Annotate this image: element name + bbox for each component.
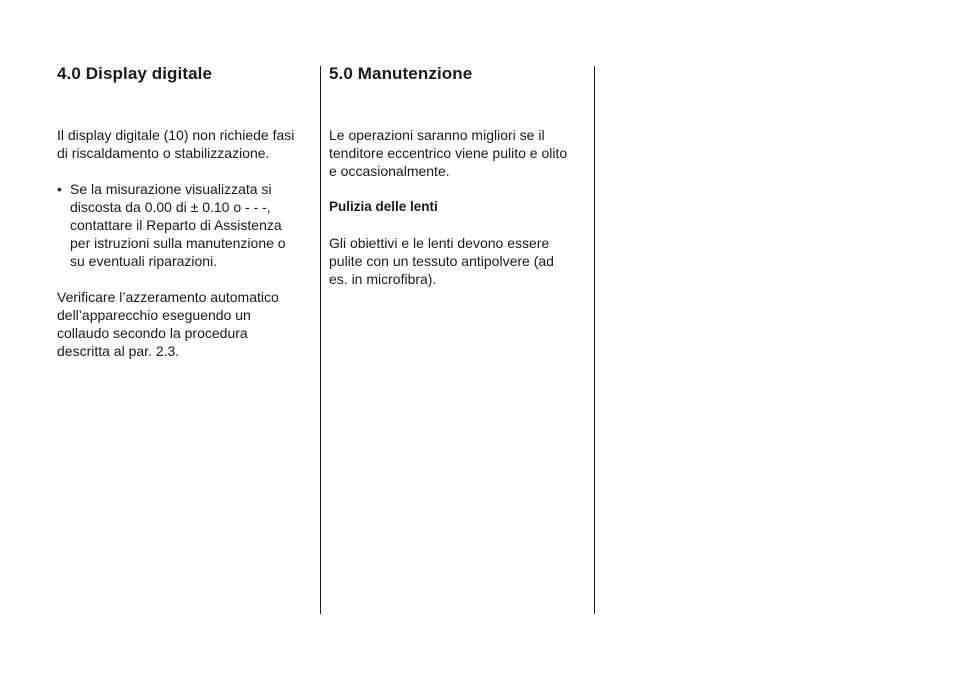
text-line: discosta da 0.00 di ± 0.10 o - - -, [70, 199, 271, 215]
text-line: Il display digitale (10) non richiede fasi [57, 127, 295, 143]
text-line: contattare il Reparto di Assistenza [70, 217, 282, 233]
text-line: dell’apparecchio eseguendo un [57, 307, 251, 323]
section-manutenzione [329, 64, 584, 288]
subheading-pulizia-lenti: Pulizia delle lenti [329, 199, 438, 214]
text-line: Se la misurazione visualizzata si [70, 181, 272, 197]
text-line: di riscaldamento o stabilizzazione. [57, 145, 270, 161]
column-divider-right [594, 66, 595, 614]
text-line: e occasionalmente. [329, 163, 450, 179]
maintenance-intro-paragraph [329, 126, 584, 180]
text-line: es. in microfibra). [329, 271, 437, 287]
text-line: collaudo secondo la procedura [57, 325, 248, 341]
text-line: tenditore eccentrico viene pulito e olito [329, 145, 568, 161]
text-line: Le operazioni saranno migliori se il [329, 127, 545, 143]
text-line: pulite con un tessuto antipolvere (ad [329, 253, 554, 269]
bullet-item-measurement [57, 180, 307, 270]
section-title-display-digitale: 4.0 Display digitale [57, 64, 213, 83]
text-line: Gli obiettivi e le lenti devono essere [329, 235, 550, 251]
text-line: Verificare l’azzeramento automatico [57, 289, 279, 305]
bullet-icon: • [57, 181, 62, 197]
text-line: su eventuali riparazioni. [70, 253, 218, 269]
text-line: per istruzioni sulla manutenzione o [70, 235, 286, 251]
display-intro-paragraph [57, 126, 307, 162]
zero-check-paragraph [57, 288, 307, 360]
section-title-manutenzione: 5.0 Manutenzione [329, 64, 473, 83]
section-display-digitale [57, 64, 307, 360]
column-divider-left [320, 66, 321, 614]
text-line: descritta al par. 2.3. [57, 343, 180, 359]
lens-cleaning-paragraph [329, 234, 584, 288]
